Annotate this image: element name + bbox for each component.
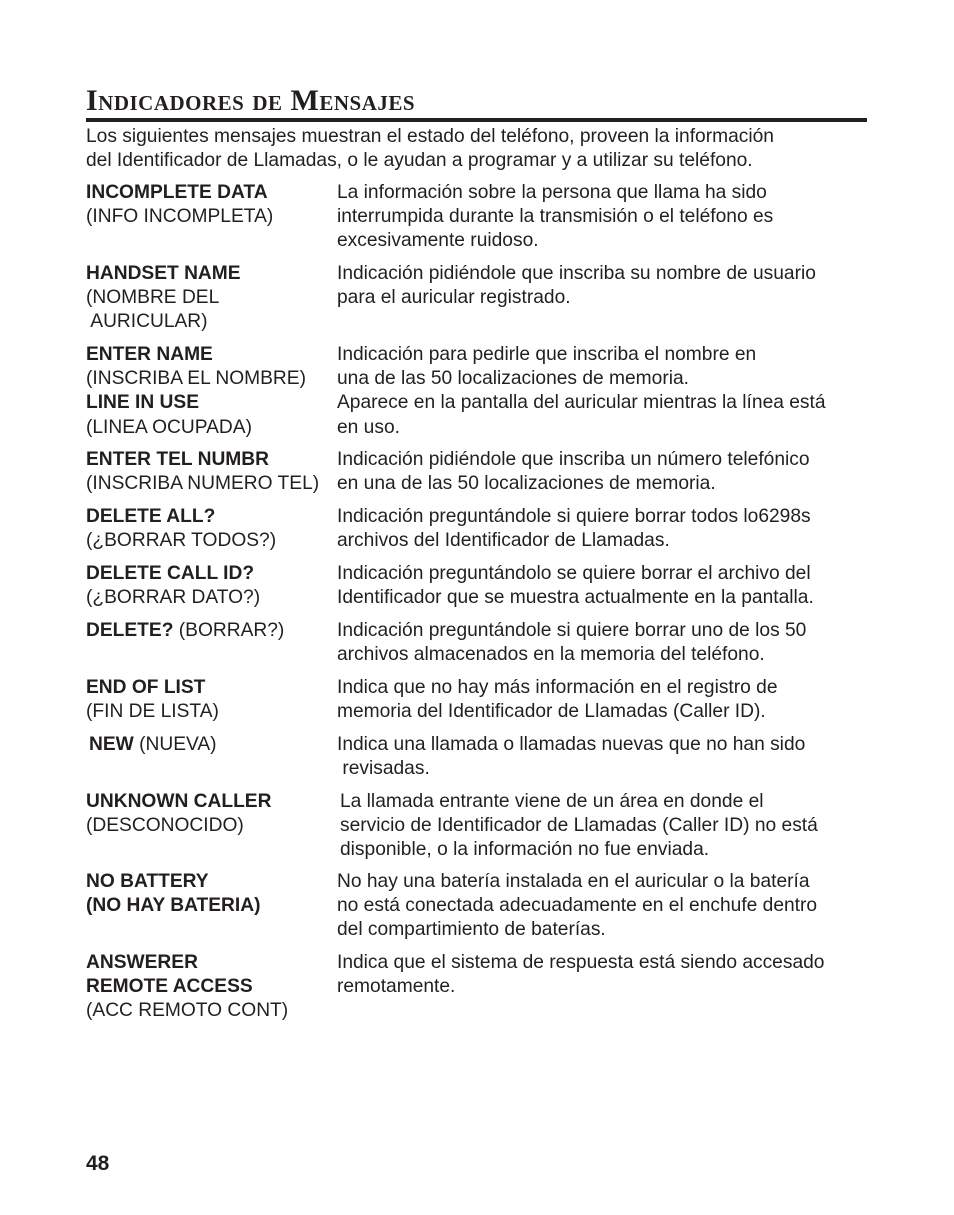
description-line: interrumpida durante la transmisión o el teléfono es bbox=[337, 206, 774, 228]
description-line: una de las 50 localizaciones de memoria. bbox=[337, 368, 689, 390]
description-line: No hay una batería instalada en el auricular o la batería bbox=[337, 871, 810, 892]
message-translation: (INSCRIBA EL NOMBRE) bbox=[86, 368, 306, 390]
description-line: servicio de Identificador de Llamadas (Caller ID) no está bbox=[340, 815, 818, 837]
message-description bbox=[337, 870, 867, 943]
message-translation: (FIN DE LISTA) bbox=[86, 701, 219, 723]
message-code: INCOMPLETE DATA bbox=[86, 182, 268, 203]
description-line: memoria del Identificador de Llamadas (Caller ID). bbox=[337, 701, 766, 723]
intro-line: Los siguientes mensajes muestran el estado del teléfono, proveen la información bbox=[86, 126, 774, 147]
message-term bbox=[86, 790, 331, 838]
description-line: remotamente. bbox=[337, 976, 456, 998]
message-description bbox=[337, 619, 867, 667]
page-title: Indicadores de Mensajes bbox=[86, 84, 416, 117]
description-line: Indicación preguntándolo se quiere borrar el archivo del bbox=[337, 563, 811, 584]
description-line: Indicación preguntándole si quiere borrar todos lo6298s bbox=[337, 506, 811, 527]
message-translation: (¿BORRAR TODOS?) bbox=[86, 530, 277, 552]
message-term bbox=[89, 733, 334, 757]
description-line: excesivamente ruidoso. bbox=[337, 230, 539, 252]
message-term bbox=[86, 619, 331, 643]
message-term bbox=[86, 870, 331, 918]
description-line: disponible, o la información no fue enviada. bbox=[340, 839, 710, 861]
message-code: NO BATTERY bbox=[86, 871, 209, 892]
message-code: REMOTE ACCESS bbox=[86, 976, 253, 998]
message-code: END OF LIST bbox=[86, 677, 206, 698]
description-line: en una de las 50 localizaciones de memoria. bbox=[337, 473, 716, 495]
message-description bbox=[337, 343, 867, 440]
message-term bbox=[86, 181, 331, 229]
description-line: del compartimiento de baterías. bbox=[337, 919, 606, 941]
message-term bbox=[86, 951, 331, 1024]
intro-paragraph bbox=[86, 125, 866, 173]
message-description bbox=[337, 562, 867, 610]
message-code: ENTER NAME bbox=[86, 344, 213, 365]
description-line: Indicación para pedirle que inscriba el nombre en bbox=[337, 344, 757, 365]
message-code: LINE IN USE bbox=[86, 392, 200, 414]
description-line: Indica una llamada o llamadas nuevas que no han sido bbox=[337, 734, 806, 755]
description-line: no está conectada adecuadamente en el enchufe dentro bbox=[337, 895, 818, 917]
message-translation: (ACC REMOTO CONT) bbox=[86, 1000, 289, 1022]
description-line: Indicación preguntándole si quiere borrar uno de los 50 bbox=[337, 620, 807, 641]
message-translation: (NO HAY BATERIA) bbox=[86, 895, 261, 917]
message-translation: (INSCRIBA NUMERO TEL) bbox=[86, 473, 320, 495]
title-rule bbox=[86, 118, 867, 122]
message-code: UNKNOWN CALLER bbox=[86, 791, 272, 812]
message-description bbox=[337, 262, 867, 310]
message-description bbox=[337, 505, 867, 553]
message-translation: (NUEVA) bbox=[133, 734, 217, 755]
message-term bbox=[86, 676, 331, 724]
description-line: Indica que el sistema de respuesta está siendo accesado bbox=[337, 952, 825, 973]
message-translation: (BORRAR?) bbox=[173, 620, 285, 641]
message-translation: (¿BORRAR DATO?) bbox=[86, 587, 261, 609]
message-code: DELETE ALL? bbox=[86, 506, 216, 527]
description-line: para el auricular registrado. bbox=[337, 287, 571, 309]
message-description bbox=[337, 676, 867, 724]
message-code: ENTER TEL NUMBR bbox=[86, 449, 269, 470]
description-line: revisadas. bbox=[337, 758, 430, 780]
description-line: archivos del Identificador de Llamadas. bbox=[337, 530, 670, 552]
message-code: NEW bbox=[89, 734, 134, 755]
description-line: archivos almacenados en la memoria del teléfono. bbox=[337, 644, 765, 666]
message-description bbox=[337, 951, 867, 999]
description-line: Aparece en la pantalla del auricular mientras la línea está bbox=[337, 392, 826, 414]
message-translation: (DESCONOCIDO) bbox=[86, 815, 244, 837]
message-description bbox=[337, 733, 867, 781]
page-number: 48 bbox=[86, 1152, 110, 1175]
message-code: ANSWERER bbox=[86, 952, 198, 973]
message-term bbox=[86, 262, 331, 335]
message-term bbox=[86, 448, 331, 496]
message-term bbox=[86, 505, 331, 553]
message-translation: (NOMBRE DEL bbox=[86, 287, 220, 309]
message-description bbox=[340, 790, 870, 863]
message-code: DELETE CALL ID? bbox=[86, 563, 255, 584]
message-code: HANDSET NAME bbox=[86, 263, 241, 284]
description-line: La información sobre la persona que llama ha sido bbox=[337, 182, 767, 203]
description-line: Indicación pidiéndole que inscriba su nombre de usuario bbox=[337, 263, 816, 284]
message-description bbox=[337, 448, 867, 496]
message-translation: AURICULAR) bbox=[86, 311, 208, 333]
message-translation: (LINEA OCUPADA) bbox=[86, 416, 252, 438]
description-line: Identificador que se muestra actualmente en la pantalla. bbox=[337, 587, 814, 609]
description-line: Indica que no hay más información en el registro de bbox=[337, 677, 778, 698]
message-term bbox=[86, 562, 331, 610]
message-translation: (INFO INCOMPLETA) bbox=[86, 206, 274, 228]
description-line: en uso. bbox=[337, 416, 400, 438]
message-description bbox=[337, 181, 867, 254]
message-code: DELETE? bbox=[86, 620, 174, 641]
message-term bbox=[86, 343, 331, 440]
description-line: Indicación pidiéndole que inscriba un número telefónico bbox=[337, 449, 810, 470]
intro-line: del Identificador de Llamadas, o le ayudan a programar y a utilizar su teléfono. bbox=[86, 150, 753, 171]
description-line: La llamada entrante viene de un área en donde el bbox=[340, 791, 764, 812]
